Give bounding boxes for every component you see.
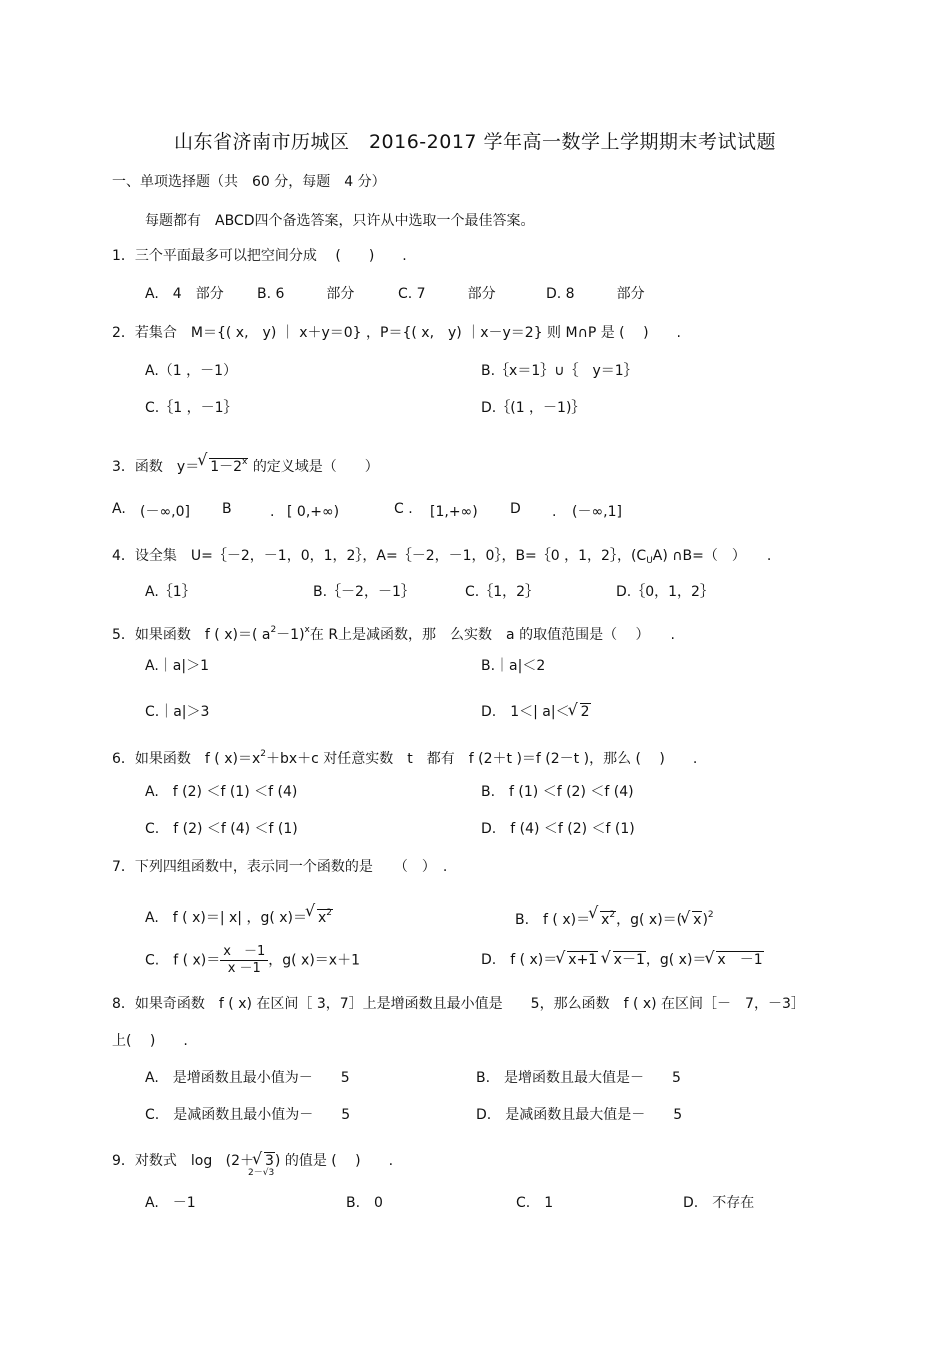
question-7-option-b-sqrt-2: [682, 910, 702, 930]
question-7-option-d-mid: ，g( x)＝: [645, 952, 707, 968]
question-5-stem-a: 5．如果函数 f ( x)＝( a: [112, 627, 271, 643]
question-3-exponent: x: [242, 457, 248, 467]
question-9-option-d: D. 不存在: [683, 1195, 755, 1211]
question-5-stem: [112, 620, 675, 645]
question-7-option-a-radicand: x: [317, 910, 327, 926]
question-5-option-d-text: D. 1＜| a|＜: [481, 704, 570, 720]
question-7-option-b-radicand: x: [601, 912, 610, 928]
question-7-option-d-radicand-3: x －1: [717, 952, 763, 968]
question-4-option-a: A.｛1｝: [145, 584, 196, 600]
question-7-option-c-numerator: x －1: [223, 944, 266, 959]
question-6-option-d: D. f (4) ＜f (2) ＜f (1): [481, 821, 635, 837]
question-5-stem-b: －1): [276, 627, 305, 643]
question-2-option-d: D.｛(1 ，－1)｝: [481, 400, 586, 416]
question-8-option-b: B. 是增函数且最大值是－ 5: [476, 1070, 681, 1086]
question-7-option-b: [515, 905, 714, 930]
question-9-option-c: C. 1: [516, 1195, 554, 1211]
question-3-sqrt: [199, 452, 248, 477]
question-7-option-d-sqrt-2: [603, 950, 646, 970]
question-7-option-d: [481, 950, 764, 970]
question-7-option-c-fraction: [220, 944, 268, 977]
question-7-option-b-exp: 2: [609, 910, 616, 920]
question-6-option-a: A. f (2) ＜f (1) ＜f (4): [145, 784, 298, 800]
question-7-option-c-end: ，g( x)＝x＋1: [268, 952, 360, 969]
question-7-option-b-end: ): [702, 912, 708, 928]
question-8-option-a: A. 是增函数且最小值为－ 5: [145, 1070, 350, 1086]
question-7-option-b-outer-exp: 2: [707, 910, 714, 920]
question-6-stem: [112, 744, 697, 769]
question-3-option-b-label: B: [222, 501, 232, 517]
question-7-option-d-text: D. f ( x)＝: [481, 952, 558, 968]
question-5-stem-c: 在 R上是减函数，那 么实数 a 的取值范围是（ ） .: [309, 627, 675, 643]
section-instruction: 每题都有 ABCD四个备选答案，只许从中选取一个最佳答案。: [145, 213, 535, 229]
question-6-sup: 2: [260, 749, 266, 759]
question-4-stem: [112, 546, 771, 571]
question-9-stem-c: ) 的值是 ( ) .: [274, 1153, 394, 1169]
question-9-log-base: 2－√3: [248, 1168, 275, 1178]
question-7-option-b-sqrt: [590, 905, 616, 930]
question-3-stem-suffix: 的定义域是（ ）: [252, 459, 379, 475]
question-8-option-c: C. 是减函数且最小值为－ 5: [145, 1107, 351, 1123]
question-3-radicand: 1－2: [210, 459, 243, 475]
question-5-option-b: B.｜a|＜2: [481, 658, 546, 674]
question-7-option-d-sqrt-3: [706, 950, 763, 970]
question-5-option-d-radicand: 2: [580, 704, 590, 720]
question-3-option-d-dot: .: [552, 504, 557, 520]
question-3-option-b-value: [ 0,+∞): [287, 504, 340, 520]
question-6-option-b: B. f (1) ＜f (2) ＜f (4): [481, 784, 634, 800]
question-4-stem-sub: U: [646, 556, 653, 566]
question-7-option-d-sqrt-1: [557, 950, 598, 970]
question-4-stem-main: 4．设全集 U=｛－2，－1，0，1，2｝，A=｛－2，－1，0｝，B=｛0 ，1，2｝，(C: [112, 548, 647, 564]
question-5-sup-1: 2: [270, 625, 277, 635]
question-9-option-b: B. 0: [346, 1195, 383, 1211]
question-3-option-c-value: [1,+∞): [430, 504, 478, 520]
question-7-option-a: [145, 903, 333, 928]
question-3-option-b-dot: .: [270, 504, 275, 520]
question-1-option-b: B. 6 部分: [257, 286, 355, 302]
question-3-option-a-value: (－∞,0]: [140, 504, 190, 520]
question-7-option-a-text: A. f ( x)＝| x| ，g( x)＝: [145, 910, 307, 926]
question-2-option-a: A.（1 ，－1）: [145, 363, 238, 379]
question-4-option-d: D.｛0，1，2｝: [616, 584, 714, 600]
question-5-option-a: A.｜a|＞1: [145, 658, 209, 674]
question-7-option-d-radicand-1: x+1: [568, 952, 598, 968]
question-7-option-a-exp: 2: [326, 908, 333, 918]
question-9-radicand: 3: [264, 1153, 274, 1169]
question-2-stem: 2．若集合 M＝{( x, y) ｜ x＋y＝0} ，P＝{( x, y) ｜x－y＝2} 则 M∩P 是 ( ) .: [112, 325, 681, 341]
question-2-option-b: B.｛x＝1｝∪｛ y＝1｝: [481, 363, 638, 379]
question-4-stem-tail: A) ∩B=（ ） .: [652, 548, 772, 564]
question-9-stem-a: 9．对数式 log: [112, 1153, 213, 1169]
question-7-option-d-radicand-2: x－1: [613, 952, 645, 968]
question-1-option-a: A. 4 部分: [145, 286, 224, 302]
question-5-option-d-sqrt: [570, 702, 591, 722]
question-5-option-d: [481, 702, 591, 722]
question-7-option-c: [145, 944, 360, 977]
question-3-option-a-label: A.: [112, 501, 126, 517]
question-3-stem: [112, 452, 379, 477]
question-3-option-c-label: C .: [394, 501, 413, 517]
question-4-option-b: B.｛－2，－1｝: [313, 584, 415, 600]
question-8-stem: 8．如果奇函数 f ( x) 在区间［ 3，7］上是增函数且最小值是 5，那么函数 f ( x) 在区间［－ 7，－3］: [112, 996, 805, 1012]
question-1-stem: 1．三个平面最多可以把空间分成 ( ) .: [112, 248, 407, 264]
question-3-option-d-label: D: [510, 501, 521, 517]
question-7-option-b-radicand-2: x: [693, 912, 702, 928]
question-6-option-c: C. f (2) ＜f (4) ＜f (1): [145, 821, 298, 837]
question-3-stem-prefix: 3．函数 y＝: [112, 459, 200, 475]
section-heading: 一、单项选择题（共 60 分，每题 4 分）: [112, 174, 386, 190]
question-9-stem-b: (2＋: [225, 1153, 254, 1169]
question-7-option-b-mid: ，g( x)＝(: [616, 912, 683, 928]
question-1-option-d: D. 8 部分: [546, 286, 645, 302]
question-6-stem-b: ＋bx＋c 对任意实数 t 都有 f (2＋t )＝f (2－t )，那么 ( ) .: [265, 751, 698, 767]
question-7-option-a-sqrt: [307, 903, 333, 928]
question-1-option-c: C. 7 部分: [398, 286, 496, 302]
question-2-option-c: C.｛1 ，－1｝: [145, 400, 238, 416]
question-8-stem-line-2: 上( ) .: [112, 1033, 188, 1049]
question-7-stem: 7．下列四组函数中，表示同一个函数的是 （ ） .: [112, 859, 448, 875]
question-7-option-c-text: C. f ( x)＝: [145, 952, 221, 969]
question-7-option-c-denominator: x －1: [227, 961, 261, 976]
question-6-stem-a: 6．如果函数 f ( x)＝x: [112, 751, 261, 767]
question-4-option-c: C.｛1，2｝: [465, 584, 540, 600]
question-5-option-c: C.｜a|＞3: [145, 704, 210, 720]
question-3-option-d-value: (－∞,1]: [572, 504, 622, 520]
question-7-option-b-text: B. f ( x)＝: [515, 912, 591, 928]
question-8-option-d: D. 是减函数且最大值是－ 5: [476, 1107, 683, 1123]
question-9-option-a: A. －1: [145, 1195, 196, 1211]
question-5-sup-2: x: [304, 625, 310, 635]
exam-title: 山东省济南市历城区 2016-2017 学年高一数学上学期期末考试试题: [173, 131, 777, 153]
